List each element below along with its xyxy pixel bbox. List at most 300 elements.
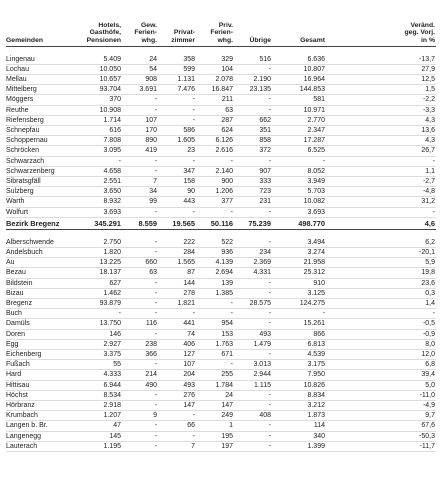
col-gew-ferienwhg-cell: - — [122, 329, 158, 339]
col-priv-ferienwhg-cell: 1 — [196, 421, 234, 431]
col-gesamt-cell: 10.971 — [272, 105, 326, 115]
col-gesamt-cell: 144.853 — [272, 85, 326, 95]
table-row — [6, 187, 436, 197]
table-row — [6, 421, 436, 431]
col-veraenderung-cell: -50,3 — [326, 431, 436, 441]
col-veraenderung-cell: 31,2 — [326, 197, 436, 207]
col-gew-ferienwhg-cell: - — [122, 431, 158, 441]
col-hotels-cell: 93.704 — [72, 85, 122, 95]
col-veraenderung-cell: -20,1 — [326, 247, 436, 257]
col-uebrige-cell: 333 — [234, 176, 272, 186]
col-priv-ferienwhg-cell: 211 — [196, 95, 234, 105]
col-gesamt-cell: 866 — [272, 329, 326, 339]
col-gew-ferienwhg-cell: - — [122, 247, 158, 257]
col-veraenderung-cell: 13,6 — [326, 125, 436, 135]
col-privatzimmer-cell: 90 — [158, 187, 196, 197]
col-hotels-cell: 8.534 — [72, 390, 122, 400]
col-hotels-cell: 4.333 — [72, 370, 122, 380]
col-priv-ferienwhg-cell: 936 — [196, 247, 234, 257]
col-veraenderung-cell: -2,2 — [326, 95, 436, 105]
col-gew-ferienwhg-cell: - — [122, 278, 158, 288]
municipality-name: Bregenz — [6, 298, 72, 308]
municipality-name: Hard — [6, 370, 72, 380]
col-hotels-cell: 3.693 — [72, 207, 122, 217]
table-row — [6, 319, 436, 329]
municipality-name: Schwarzach — [6, 156, 72, 166]
col-uebrige-cell: 75.239 — [234, 217, 272, 229]
col-uebrige-cell: 4.331 — [234, 268, 272, 278]
col-privatzimmer-cell: 127 — [158, 349, 196, 359]
col-uebrige-cell: 234 — [234, 247, 272, 257]
col-gew-ferienwhg-cell: - — [122, 390, 158, 400]
col-veraenderung-cell: 9,7 — [326, 411, 436, 421]
col-priv-ferienwhg-cell: - — [196, 360, 234, 370]
col-veraenderung-header: Veränd. geg. Vorj. in % — [326, 4, 436, 46]
municipality-name: Lochau — [6, 64, 72, 74]
col-gesamt-cell: 5.703 — [272, 187, 326, 197]
col-gesamt-cell: 3.125 — [272, 288, 326, 298]
col-gew-ferienwhg-cell: 3.691 — [122, 85, 158, 95]
municipality-name: Langen b. Br. — [6, 421, 72, 431]
col-gesamt-cell: 3.175 — [272, 360, 326, 370]
col-uebrige-header: Übrige — [234, 4, 272, 46]
col-privatzimmer-cell: - — [158, 411, 196, 421]
table-row — [6, 64, 436, 74]
municipality-name: Lingenau — [6, 55, 72, 65]
col-gew-ferienwhg-header: Gew. Ferien- whg. — [122, 4, 158, 46]
col-uebrige-cell: 662 — [234, 115, 272, 125]
col-privatzimmer-cell: - — [158, 309, 196, 319]
col-gew-ferienwhg-cell: 660 — [122, 258, 158, 268]
col-gew-ferienwhg-cell: 7 — [122, 176, 158, 186]
col-gew-ferienwhg-cell: 419 — [122, 146, 158, 156]
spacer-row — [6, 46, 436, 55]
col-uebrige-cell: 2.190 — [234, 74, 272, 84]
col-hotels-cell: 1.714 — [72, 115, 122, 125]
col-priv-ferienwhg-cell: 1.385 — [196, 288, 234, 298]
table-row — [6, 95, 436, 105]
table-row — [6, 390, 436, 400]
table-row — [6, 258, 436, 268]
table-row — [6, 85, 436, 95]
col-priv-ferienwhg-cell: 522 — [196, 238, 234, 248]
col-hotels-cell: 3.375 — [72, 349, 122, 359]
col-gew-ferienwhg-cell: - — [122, 421, 158, 431]
municipality-name: Reuthe — [6, 105, 72, 115]
table-row — [6, 268, 436, 278]
col-priv-ferienwhg-cell: - — [196, 156, 234, 166]
col-veraenderung-cell: 5,9 — [326, 258, 436, 268]
col-gesamt-cell: 340 — [272, 431, 326, 441]
col-priv-ferienwhg-cell: 104 — [196, 64, 234, 74]
col-uebrige-cell: - — [234, 238, 272, 248]
col-veraenderung-cell: 1,1 — [326, 166, 436, 176]
table-row — [6, 166, 436, 176]
municipality-name: Mittelberg — [6, 85, 72, 95]
table-row — [6, 431, 436, 441]
col-hotels-cell: 345.291 — [72, 217, 122, 229]
col-gew-ferienwhg-cell: - — [122, 95, 158, 105]
col-priv-ferienwhg-cell: 195 — [196, 431, 234, 441]
col-priv-ferienwhg-cell: 2.616 — [196, 146, 234, 156]
municipality-name: Bezau — [6, 268, 72, 278]
col-privatzimmer-cell: 7 — [158, 441, 196, 451]
col-uebrige-cell: - — [234, 421, 272, 431]
col-privatzimmer-cell: 222 — [158, 238, 196, 248]
col-uebrige-cell: 493 — [234, 329, 272, 339]
municipality-name: Möggers — [6, 95, 72, 105]
table-row — [6, 380, 436, 390]
col-uebrige-cell: - — [234, 319, 272, 329]
table-row — [6, 146, 436, 156]
municipality-name: Warth — [6, 197, 72, 207]
col-priv-ferienwhg-cell: 377 — [196, 197, 234, 207]
col-uebrige-cell: 907 — [234, 166, 272, 176]
col-uebrige-cell: - — [234, 349, 272, 359]
col-veraenderung-cell: 4,3 — [326, 136, 436, 146]
col-uebrige-cell: - — [234, 95, 272, 105]
col-privatzimmer-cell: 276 — [158, 390, 196, 400]
col-gesamt-cell: 6.525 — [272, 146, 326, 156]
col-gesamt-cell: 10.082 — [272, 197, 326, 207]
municipality-name: Bezirk Bregenz — [6, 217, 72, 229]
col-gew-ferienwhg-cell: 99 — [122, 197, 158, 207]
table-row — [6, 309, 436, 319]
total-row — [6, 217, 436, 229]
col-hotels-cell: 13.750 — [72, 319, 122, 329]
municipality-name: Langenegg — [6, 431, 72, 441]
col-gesamt-cell: 10.807 — [272, 64, 326, 74]
col-privatzimmer-cell: 147 — [158, 401, 196, 411]
col-uebrige-cell: 2.369 — [234, 258, 272, 268]
col-privatzimmer-cell: - — [158, 105, 196, 115]
col-uebrige-cell: 858 — [234, 136, 272, 146]
col-hotels-cell: - — [72, 156, 122, 166]
col-uebrige-cell: 516 — [234, 55, 272, 65]
col-gew-ferienwhg-cell: 908 — [122, 74, 158, 84]
col-hotels-cell: 3.095 — [72, 146, 122, 156]
col-gesamt-cell: - — [272, 309, 326, 319]
table-row — [6, 441, 436, 451]
col-hotels-cell: 8.932 — [72, 197, 122, 207]
col-privatzimmer-cell: 586 — [158, 125, 196, 135]
col-hotels-cell: 93.879 — [72, 298, 122, 308]
table-row — [6, 401, 436, 411]
col-gemeinden-header: Gemeinden — [6, 4, 72, 46]
col-gew-ferienwhg-cell: 366 — [122, 349, 158, 359]
col-gew-ferienwhg-cell: 116 — [122, 319, 158, 329]
col-gesamt-cell: 114 — [272, 421, 326, 431]
col-priv-ferienwhg-cell: 2.140 — [196, 166, 234, 176]
col-hotels-cell: 13.225 — [72, 258, 122, 268]
municipality-name: Schnepfau — [6, 125, 72, 135]
col-priv-ferienwhg-cell: 255 — [196, 370, 234, 380]
col-hotels-cell: - — [72, 309, 122, 319]
col-veraenderung-cell: -4,9 — [326, 401, 436, 411]
municipality-name: Doren — [6, 329, 72, 339]
col-hotels-cell: 1.462 — [72, 288, 122, 298]
col-gesamt-cell: 16.964 — [272, 74, 326, 84]
col-hotels-cell: 4.658 — [72, 166, 122, 176]
table-row — [6, 207, 436, 217]
col-gesamt-cell: 6.636 — [272, 55, 326, 65]
col-privatzimmer-cell: 493 — [158, 380, 196, 390]
col-priv-ferienwhg-cell: 24 — [196, 390, 234, 400]
col-priv-ferienwhg-cell: 624 — [196, 125, 234, 135]
col-veraenderung-cell: -4,8 — [326, 187, 436, 197]
col-gesamt-cell: 581 — [272, 95, 326, 105]
col-gew-ferienwhg-cell: 214 — [122, 370, 158, 380]
table-row — [6, 55, 436, 65]
col-privatzimmer-cell: 23 — [158, 146, 196, 156]
municipality-name: Schwarzenberg — [6, 166, 72, 176]
col-gesamt-header: Gesamt — [272, 4, 326, 46]
municipality-name: Krumbach — [6, 411, 72, 421]
municipality-name: Bildstein — [6, 278, 72, 288]
col-priv-ferienwhg-cell: 1.206 — [196, 187, 234, 197]
municipality-name: Au — [6, 258, 72, 268]
col-privatzimmer-cell: 87 — [158, 268, 196, 278]
col-gew-ferienwhg-cell: - — [122, 207, 158, 217]
col-hotels-cell: 145 — [72, 431, 122, 441]
spacer-cell — [6, 229, 436, 238]
col-privatzimmer-cell: 599 — [158, 64, 196, 74]
col-gesamt-cell: 10.826 — [272, 380, 326, 390]
col-veraenderung-cell: -11,0 — [326, 390, 436, 400]
col-priv-ferienwhg-cell: 1.784 — [196, 380, 234, 390]
col-privatzimmer-cell: 1.565 — [158, 258, 196, 268]
col-uebrige-cell: 351 — [234, 125, 272, 135]
col-gesamt-cell: 17.287 — [272, 136, 326, 146]
table-row — [6, 329, 436, 339]
col-gesamt-cell: 15.261 — [272, 319, 326, 329]
col-gesamt-cell: 1.873 — [272, 411, 326, 421]
col-hotels-cell: 2.927 — [72, 339, 122, 349]
col-gew-ferienwhg-cell: - — [122, 166, 158, 176]
col-veraenderung-cell: -11,7 — [326, 441, 436, 451]
col-privatzimmer-cell: - — [158, 115, 196, 125]
table-row — [6, 349, 436, 359]
col-veraenderung-cell: 12,0 — [326, 349, 436, 359]
municipality-name: Riefensberg — [6, 115, 72, 125]
col-priv-ferienwhg-cell: 2.078 — [196, 74, 234, 84]
col-privatzimmer-cell: 107 — [158, 360, 196, 370]
col-priv-ferienwhg-cell: 16.847 — [196, 85, 234, 95]
col-hotels-cell: 7.808 — [72, 136, 122, 146]
table-row — [6, 197, 436, 207]
col-privatzimmer-cell: 19.565 — [158, 217, 196, 229]
col-veraenderung-cell: 19,8 — [326, 268, 436, 278]
col-gew-ferienwhg-cell: - — [122, 360, 158, 370]
col-hotels-cell: 6.944 — [72, 380, 122, 390]
col-hotels-cell: 146 — [72, 329, 122, 339]
col-gew-ferienwhg-cell: 34 — [122, 187, 158, 197]
col-privatzimmer-cell: 358 — [158, 55, 196, 65]
municipality-name: Alberschwende — [6, 238, 72, 248]
col-veraenderung-cell: 4,3 — [326, 115, 436, 125]
municipality-name: Hörbranz — [6, 401, 72, 411]
col-gesamt-cell: 2.347 — [272, 125, 326, 135]
accommodation-table — [6, 4, 436, 452]
col-gesamt-cell: 25.312 — [272, 268, 326, 278]
table-row — [6, 411, 436, 421]
municipality-name: Eichenberg — [6, 349, 72, 359]
col-uebrige-cell: - — [234, 390, 272, 400]
col-gew-ferienwhg-cell: - — [122, 156, 158, 166]
col-uebrige-cell: 2.944 — [234, 370, 272, 380]
col-uebrige-cell: 408 — [234, 411, 272, 421]
col-hotels-header: Hotels, Gasthöfe, Pensionen — [72, 4, 122, 46]
col-gew-ferienwhg-cell: 170 — [122, 125, 158, 135]
col-privatzimmer-cell: 1.821 — [158, 298, 196, 308]
municipality-name: Hittisau — [6, 380, 72, 390]
col-priv-ferienwhg-cell: 4.139 — [196, 258, 234, 268]
col-gesamt-cell: 498.770 — [272, 217, 326, 229]
col-veraenderung-cell: 6,8 — [326, 360, 436, 370]
table-row — [6, 125, 436, 135]
col-gesamt-cell: 3.693 — [272, 207, 326, 217]
col-hotels-cell: 2.551 — [72, 176, 122, 186]
col-hotels-cell: 10.908 — [72, 105, 122, 115]
table-row — [6, 156, 436, 166]
col-gesamt-cell: 2.770 — [272, 115, 326, 125]
col-priv-ferienwhg-cell: 671 — [196, 349, 234, 359]
col-priv-ferienwhg-cell: - — [196, 298, 234, 308]
col-priv-ferienwhg-cell: 139 — [196, 278, 234, 288]
col-priv-ferienwhg-cell: 249 — [196, 411, 234, 421]
col-uebrige-cell: 3.013 — [234, 360, 272, 370]
col-veraenderung-cell: -2,7 — [326, 176, 436, 186]
col-gesamt-cell: 3.949 — [272, 176, 326, 186]
col-hotels-cell: 1.820 — [72, 247, 122, 257]
col-hotels-cell: 3.650 — [72, 187, 122, 197]
table-row — [6, 136, 436, 146]
col-priv-ferienwhg-cell: 50.116 — [196, 217, 234, 229]
municipality-name: Andelsbuch — [6, 247, 72, 257]
col-privatzimmer-cell: 278 — [158, 288, 196, 298]
col-priv-ferienwhg-cell: - — [196, 207, 234, 217]
col-gesamt-cell: 124.275 — [272, 298, 326, 308]
col-veraenderung-cell: -13,7 — [326, 55, 436, 65]
col-gew-ferienwhg-cell: - — [122, 288, 158, 298]
col-priv-ferienwhg-cell: 954 — [196, 319, 234, 329]
col-privatzimmer-header: Privat- zimmer — [158, 4, 196, 46]
col-gesamt-cell: 21.958 — [272, 258, 326, 268]
col-gesamt-cell: 910 — [272, 278, 326, 288]
col-privatzimmer-cell: 1.131 — [158, 74, 196, 84]
col-gew-ferienwhg-cell: - — [122, 238, 158, 248]
col-priv-ferienwhg-cell: 63 — [196, 105, 234, 115]
col-uebrige-cell: - — [234, 431, 272, 441]
col-uebrige-cell: - — [234, 288, 272, 298]
col-priv-ferienwhg-cell: 1.763 — [196, 339, 234, 349]
table-row — [6, 360, 436, 370]
municipality-name: Sibratsgfäll — [6, 176, 72, 186]
table-row — [6, 339, 436, 349]
col-hotels-cell: 2.750 — [72, 238, 122, 248]
table-row — [6, 74, 436, 84]
col-privatzimmer-cell: - — [158, 207, 196, 217]
col-hotels-cell: 2.918 — [72, 401, 122, 411]
col-gew-ferienwhg-cell: 107 — [122, 115, 158, 125]
col-priv-ferienwhg-cell: 2.694 — [196, 268, 234, 278]
col-hotels-cell: 370 — [72, 95, 122, 105]
col-privatzimmer-cell: - — [158, 431, 196, 441]
col-veraenderung-cell: 12,5 — [326, 74, 436, 84]
col-uebrige-cell: 372 — [234, 146, 272, 156]
municipality-name: Buch — [6, 309, 72, 319]
col-hotels-cell: 10.657 — [72, 74, 122, 84]
col-privatzimmer-cell: 441 — [158, 319, 196, 329]
col-priv-ferienwhg-cell: 6.126 — [196, 136, 234, 146]
col-uebrige-cell: 231 — [234, 197, 272, 207]
col-gesamt-cell: 3.494 — [272, 238, 326, 248]
col-gew-ferienwhg-cell: 8.559 — [122, 217, 158, 229]
col-privatzimmer-cell: 443 — [158, 197, 196, 207]
municipality-name: Damüls — [6, 319, 72, 329]
municipality-name: Bizau — [6, 288, 72, 298]
col-veraenderung-cell: - — [326, 207, 436, 217]
table-row — [6, 278, 436, 288]
spacer-row — [6, 229, 436, 238]
municipality-name: Schröcken — [6, 146, 72, 156]
col-privatzimmer-cell: 204 — [158, 370, 196, 380]
col-gew-ferienwhg-cell: 9 — [122, 411, 158, 421]
col-privatzimmer-cell: 284 — [158, 247, 196, 257]
municipality-name: Höchst — [6, 390, 72, 400]
col-veraenderung-cell: -0,5 — [326, 319, 436, 329]
col-privatzimmer-cell: 1.605 — [158, 136, 196, 146]
header-row — [6, 4, 436, 46]
col-veraenderung-cell: 39,4 — [326, 370, 436, 380]
table-body — [6, 46, 436, 452]
col-uebrige-cell: - — [234, 309, 272, 319]
col-veraenderung-cell: -0,9 — [326, 329, 436, 339]
table-row — [6, 238, 436, 248]
municipality-name: Sulzberg — [6, 187, 72, 197]
col-veraenderung-cell: 26,7 — [326, 146, 436, 156]
col-veraenderung-cell: 0,3 — [326, 288, 436, 298]
col-uebrige-cell: 1.479 — [234, 339, 272, 349]
municipality-name: Lauterach — [6, 441, 72, 451]
col-gew-ferienwhg-cell: 63 — [122, 268, 158, 278]
table-row — [6, 288, 436, 298]
col-gesamt-cell: 4.539 — [272, 349, 326, 359]
col-priv-ferienwhg-cell: - — [196, 309, 234, 319]
col-privatzimmer-cell: 74 — [158, 329, 196, 339]
col-priv-ferienwhg-header: Priv. Ferien- whg. — [196, 4, 234, 46]
spacer-cell — [6, 46, 436, 55]
col-priv-ferienwhg-cell: 197 — [196, 441, 234, 451]
col-privatzimmer-cell: - — [158, 156, 196, 166]
col-priv-ferienwhg-cell: 287 — [196, 115, 234, 125]
col-hotels-cell: 5.409 — [72, 55, 122, 65]
col-privatzimmer-cell: 66 — [158, 421, 196, 431]
col-gew-ferienwhg-cell: - — [122, 401, 158, 411]
municipality-name: Egg — [6, 339, 72, 349]
col-privatzimmer-cell: 406 — [158, 339, 196, 349]
col-veraenderung-cell: 67,6 — [326, 421, 436, 431]
municipality-name: Schoppernau — [6, 136, 72, 146]
municipality-name: Wolfurt — [6, 207, 72, 217]
col-uebrige-cell: 723 — [234, 187, 272, 197]
col-gesamt-cell: - — [272, 156, 326, 166]
col-hotels-cell: 10.050 — [72, 64, 122, 74]
col-veraenderung-cell: 1,5 — [326, 85, 436, 95]
table-header — [6, 4, 436, 46]
col-veraenderung-cell: 23,6 — [326, 278, 436, 288]
col-uebrige-cell: 23.135 — [234, 85, 272, 95]
